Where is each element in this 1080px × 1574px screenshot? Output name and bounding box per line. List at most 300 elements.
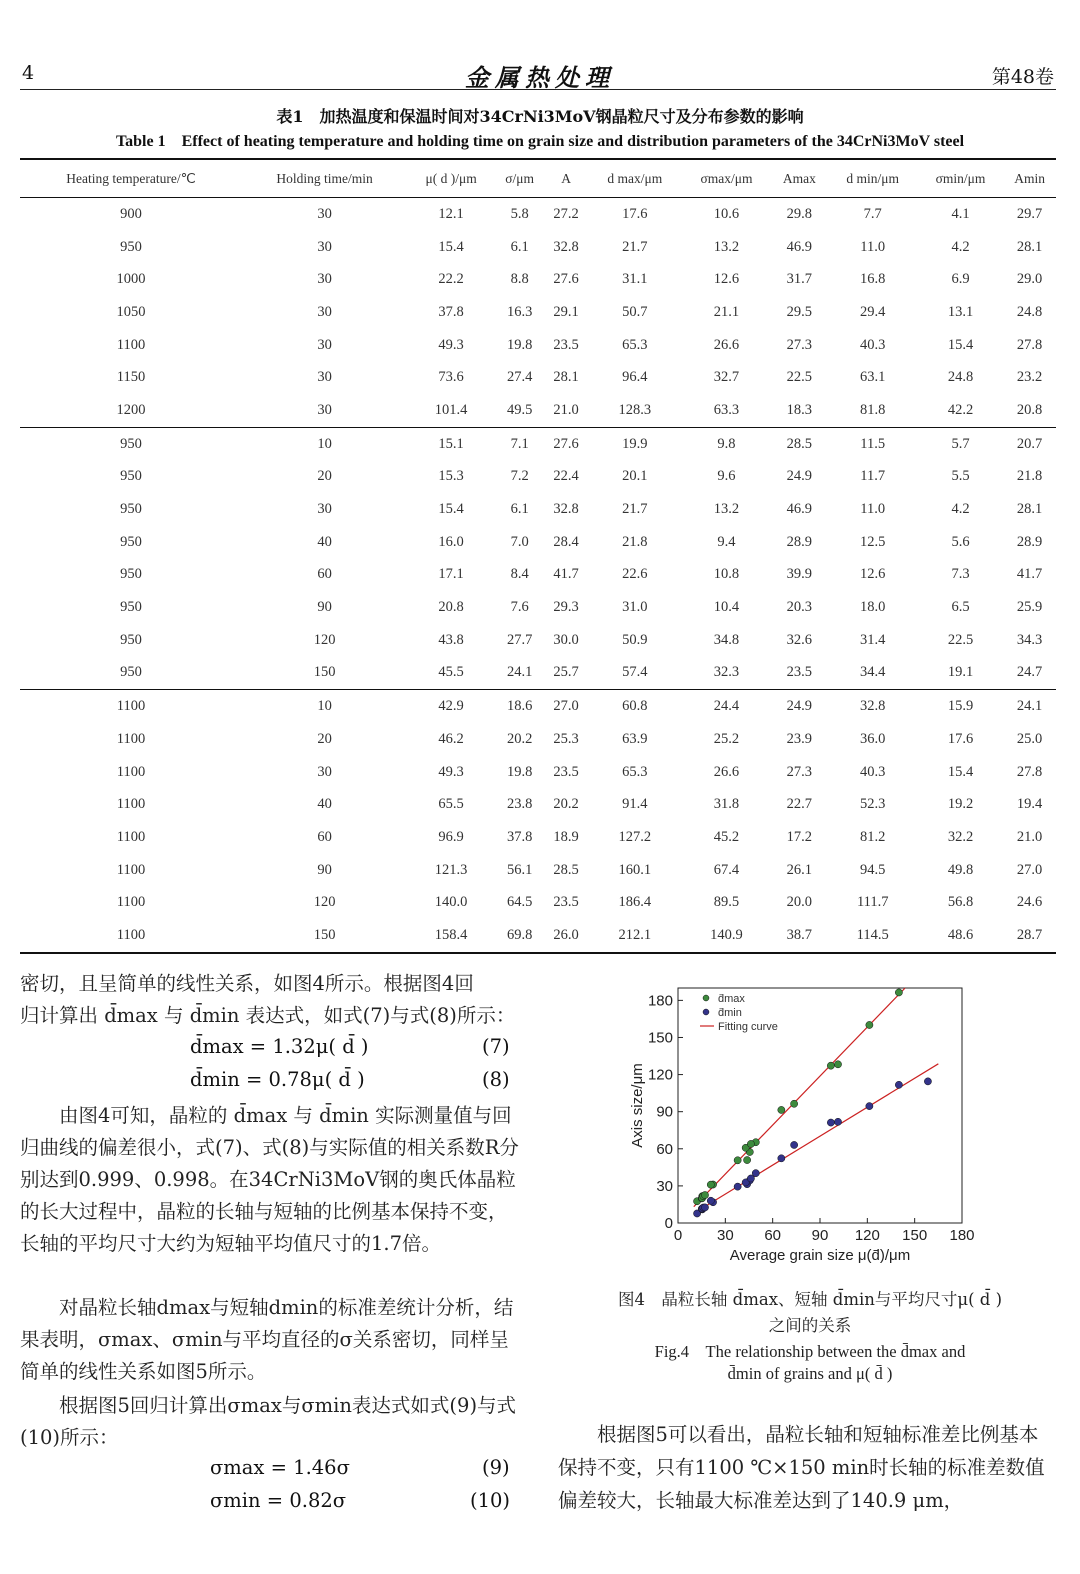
table-cell: 16.0 xyxy=(438,533,464,550)
column-header: σmax/μm xyxy=(682,159,771,198)
table-cell: 15.4 xyxy=(947,763,974,780)
table-cell: 26.6 xyxy=(713,763,740,780)
table-cell: 6.1 xyxy=(510,238,529,255)
table-cell: 6.5 xyxy=(951,599,970,616)
table-cell: 32.3 xyxy=(713,664,740,681)
table-row xyxy=(20,886,1056,919)
table-cell: 29.4 xyxy=(860,303,886,320)
table-cell: 19.8 xyxy=(506,763,533,780)
table-cell: 1000 xyxy=(116,271,146,288)
table-cell: 23.5 xyxy=(553,763,579,780)
table-cell: 1100 xyxy=(116,336,146,353)
data-point xyxy=(701,1191,708,1198)
paragraph-2: 由图4可知，晶粒的 d̄max 与 d̄min 实际测量值与回归曲线的偏差很小，式(7)、式(8)与实际值的相关系数R分别达到0.999、0.998。在34CrNi3MoV钢的奥氏体晶粒的长大过程中，晶粒的长轴与短轴的比例基本保持不变，长轴的平均尺寸大约为短轴平均值尺寸的1.7倍。 xyxy=(20,1104,519,1255)
table-cell: 64.5 xyxy=(506,894,533,911)
table-cell: 120 xyxy=(313,894,336,911)
table-cell: 15.4 xyxy=(947,336,974,353)
table-cell: 18.0 xyxy=(860,599,886,616)
table-cell: 1100 xyxy=(116,763,146,780)
table-cell: 21.1 xyxy=(713,303,740,320)
legend-label-fit: Fitting curve xyxy=(718,1021,778,1033)
data-point xyxy=(747,1140,754,1147)
table-cell: 32.6 xyxy=(786,631,813,648)
y-tick-label: 180 xyxy=(647,992,673,1010)
table-caption-cn: 表1 加热温度和保温时间对34CrNi3MoV钢晶粒尺寸及分布参数的影响 xyxy=(276,107,804,126)
figure-caption-cn-1: 图4 晶粒长轴 d̄max、短轴 d̄min与平均尺寸μ( d̄ ) xyxy=(617,1290,1003,1309)
table-cell: 1100 xyxy=(116,730,146,747)
table-cell: 28.1 xyxy=(1016,238,1043,255)
table-cell: 18.9 xyxy=(553,828,579,845)
data-point xyxy=(734,1157,741,1164)
data-point xyxy=(866,1103,873,1110)
table-cell: 15.3 xyxy=(438,468,464,485)
x-tick-label: 60 xyxy=(764,1227,782,1244)
table-cell: 29.5 xyxy=(786,303,813,320)
table-cell: 950 xyxy=(120,566,142,583)
table-cell: 22.6 xyxy=(622,566,648,583)
table-cell: 28.4 xyxy=(553,533,579,550)
table-row xyxy=(20,427,1056,460)
table-cell: 17.6 xyxy=(947,730,974,747)
table-cell: 57.4 xyxy=(622,664,648,681)
table-cell: 45.5 xyxy=(438,664,464,681)
table-cell: 30 xyxy=(317,501,332,518)
table-cell: 30 xyxy=(317,763,332,780)
data-table xyxy=(20,158,1056,954)
table-cell: 28.1 xyxy=(553,369,579,386)
table-cell: 32.8 xyxy=(553,238,579,255)
table-cell: 16.8 xyxy=(860,271,886,288)
x-tick-label: 30 xyxy=(716,1227,734,1244)
table-cell: 50.7 xyxy=(622,303,648,320)
table-cell: 1100 xyxy=(20,919,242,953)
table-cell: 43.8 xyxy=(438,631,464,648)
table-cell: 50.9 xyxy=(622,631,648,648)
table-cell: 27.3 xyxy=(786,336,813,353)
equation-7: d̄max = 1.32μ( d̄ ) xyxy=(190,1035,369,1058)
table-cell: 10.4 xyxy=(713,599,740,616)
table-cell: 7.0 xyxy=(510,533,529,550)
table-cell: 37.8 xyxy=(438,303,464,320)
table-cell: 63.3 xyxy=(713,401,740,418)
table-cell: 16.3 xyxy=(506,303,533,320)
legend-label-dmin: d̄min xyxy=(718,1007,742,1019)
figure-caption-en-2: d̄min of grains and μ( d̄ ) xyxy=(727,1364,893,1383)
table-cell: 18.6 xyxy=(495,690,544,723)
table-cell: 31.7 xyxy=(786,271,813,288)
table-cell: 1100 xyxy=(116,861,146,878)
table-cell: 41.7 xyxy=(553,566,579,583)
x-tick-label: 0 xyxy=(673,1227,683,1244)
y-tick-label: 30 xyxy=(656,1177,673,1195)
table-cell: 23.8 xyxy=(506,796,533,813)
table-cell: 128.3 xyxy=(618,401,652,418)
table-cell: 19.4 xyxy=(1016,796,1043,813)
table-cell: 24.8 xyxy=(1016,303,1043,320)
y-tick-label: 120 xyxy=(647,1066,673,1084)
table-cell: 1150 xyxy=(116,369,146,386)
table-cell: 17.2 xyxy=(786,828,813,845)
table-cell: 25.0 xyxy=(1016,730,1043,747)
table-cell: 140.0 xyxy=(434,894,468,911)
y-tick-label: 90 xyxy=(656,1103,673,1121)
table-cell: 65.5 xyxy=(438,796,464,813)
column-header: Amax xyxy=(771,159,828,198)
figure-caption-en-1: Fig.4 The relationship between the d̄max and xyxy=(654,1342,966,1361)
column-header: d max/μm xyxy=(588,159,682,198)
column-header: d min/μm xyxy=(828,159,918,198)
data-point xyxy=(827,1119,834,1126)
table-cell: 120 xyxy=(313,631,336,648)
legend-label-dmax: d̄max xyxy=(718,993,745,1005)
x-axis-label: Average grain size μ(d̄)/μm xyxy=(729,1247,911,1264)
data-point xyxy=(707,1197,714,1204)
data-point xyxy=(924,1078,931,1085)
table-cell: 114.5 xyxy=(828,919,918,953)
table-cell: 22.4 xyxy=(553,468,579,485)
table-cell: 24.4 xyxy=(682,690,771,723)
table-cell: 27.2 xyxy=(553,205,579,222)
table-cell: 21.0 xyxy=(1016,828,1043,845)
table-cell: 15.1 xyxy=(407,427,495,460)
table-cell: 89.5 xyxy=(713,894,740,911)
table-cell: 42.9 xyxy=(407,690,495,723)
data-point xyxy=(834,1118,841,1125)
table-cell: 158.4 xyxy=(407,919,495,953)
table-cell: 23.2 xyxy=(1016,369,1043,386)
paragraph-3: 对晶粒长轴dmax与短轴dmin的标准差统计分析，结果表明，σmax、σmin与平均直径的σ关系密切，同样呈简单的线性关系如图5所示。 xyxy=(20,1296,514,1383)
figure-4-chart xyxy=(620,980,975,1270)
table-cell: 25.3 xyxy=(553,730,579,747)
table-cell: 24.9 xyxy=(771,690,828,723)
table-cell: 22.5 xyxy=(786,369,813,386)
table-cell: 25.2 xyxy=(713,730,740,747)
x-tick-label: 90 xyxy=(811,1227,829,1244)
table-cell: 7.2 xyxy=(510,468,529,485)
table-cell: 23.5 xyxy=(553,336,579,353)
data-point xyxy=(744,1156,751,1163)
x-tick-label: 120 xyxy=(854,1227,880,1244)
table-cell: 31.8 xyxy=(713,796,740,813)
table-cell: 65.3 xyxy=(622,763,648,780)
table-cell: 24.7 xyxy=(1016,664,1043,681)
table-cell: 1100 xyxy=(116,894,146,911)
table-cell: 1100 xyxy=(116,828,146,845)
table-cell: 38.7 xyxy=(771,919,828,953)
table-cell: 950 xyxy=(120,238,142,255)
table-cell: 23.5 xyxy=(786,664,813,681)
table-cell: 11.5 xyxy=(828,427,918,460)
equation-7-number: (7) xyxy=(482,1035,510,1058)
table-cell: 20 xyxy=(317,468,332,485)
table-cell: 24.1 xyxy=(1003,690,1056,723)
y-tick-label: 150 xyxy=(647,1029,673,1047)
equation-8: d̄min = 0.78μ( d̄ ) xyxy=(190,1068,365,1091)
column-header: σmin/μm xyxy=(918,159,1003,198)
table-caption-en: Table 1 Effect of heating temperature and holding time on grain size and distribution parameters of the 34CrNi3MoV steel xyxy=(115,133,965,150)
table-cell: 63.1 xyxy=(860,369,886,386)
y-axis-label: Axis size/μm xyxy=(629,1063,646,1148)
table-cell: 60.8 xyxy=(588,690,682,723)
table-cell: 121.3 xyxy=(434,861,468,878)
table-row xyxy=(20,361,1056,394)
data-point xyxy=(895,1081,902,1088)
table-cell: 186.4 xyxy=(618,894,652,911)
table-cell: 21.8 xyxy=(1016,468,1043,485)
table-cell: 27.0 xyxy=(1016,861,1043,878)
table-cell: 12.1 xyxy=(438,205,464,222)
equation-8-number: (8) xyxy=(482,1068,510,1091)
table-row xyxy=(20,723,1056,756)
table-cell: 22.2 xyxy=(438,271,464,288)
table-cell: 10 xyxy=(242,427,407,460)
table-cell: 30 xyxy=(317,369,332,386)
table-cell: 15.9 xyxy=(918,690,1003,723)
table-cell: 90 xyxy=(317,599,332,616)
table-row xyxy=(20,493,1056,526)
table-cell: 950 xyxy=(120,468,142,485)
table-cell: 5.8 xyxy=(510,205,529,222)
table-header-row xyxy=(20,159,1056,198)
table-cell: 150 xyxy=(242,919,407,953)
table-cell: 101.4 xyxy=(434,401,468,418)
table-cell: 65.3 xyxy=(622,336,648,353)
equation-10: σmin = 0.82σ xyxy=(210,1489,347,1512)
legend-marker-dmax xyxy=(703,995,709,1001)
y-tick-label: 0 xyxy=(664,1215,673,1232)
table-cell: 30.0 xyxy=(553,631,579,648)
table-cell: 6.9 xyxy=(951,271,970,288)
table-cell: 12.5 xyxy=(860,533,886,550)
table-cell: 13.2 xyxy=(713,501,740,518)
paragraph-line: 密切，且呈简单的线性关系，如图4所示。根据图4回 xyxy=(20,972,474,995)
table-cell: 19.2 xyxy=(947,796,974,813)
data-point xyxy=(866,1021,873,1028)
table-cell: 6.1 xyxy=(510,501,529,518)
table-cell: 39.9 xyxy=(786,566,813,583)
table-cell: 27.6 xyxy=(544,427,588,460)
table-cell: 31.0 xyxy=(622,599,648,616)
paragraph-line: 归计算出 d̄max 与 d̄min 表达式，如式(7)与式(8)所示： xyxy=(20,1004,516,1027)
table-cell: 15.4 xyxy=(438,238,464,255)
table-cell: 28.1 xyxy=(1016,501,1043,518)
table-row xyxy=(20,756,1056,789)
table-cell: 27.6 xyxy=(553,271,579,288)
table-cell: 24.9 xyxy=(786,468,813,485)
page-number: 4 xyxy=(22,62,35,84)
table-cell: 42.2 xyxy=(947,401,974,418)
table-cell: 81.8 xyxy=(860,401,886,418)
table-cell: 29.3 xyxy=(553,599,579,616)
table-cell: 7.7 xyxy=(863,205,882,222)
table-cell: 21.0 xyxy=(553,401,579,418)
table-cell: 900 xyxy=(120,205,142,222)
table-body xyxy=(20,198,1056,953)
table-cell: 9.8 xyxy=(682,427,771,460)
table-cell: 20.1 xyxy=(622,468,648,485)
table-row xyxy=(20,854,1056,887)
table-cell: 20 xyxy=(317,730,332,747)
table-cell: 27.7 xyxy=(506,631,533,648)
table-cell: 41.7 xyxy=(1016,566,1043,583)
table-cell: 8.8 xyxy=(510,271,529,288)
table-cell: 34.3 xyxy=(1016,631,1043,648)
table-cell: 25.9 xyxy=(1016,599,1043,616)
table-cell: 29.7 xyxy=(1016,205,1043,222)
equation-9-number: (9) xyxy=(482,1456,510,1479)
column-header: σ/μm xyxy=(495,159,544,198)
data-point xyxy=(707,1181,714,1188)
table-row xyxy=(20,690,1056,723)
table-cell: 52.3 xyxy=(860,796,886,813)
table-cell: 27.0 xyxy=(544,690,588,723)
table-cell: 950 xyxy=(120,664,142,681)
table-cell: 9.4 xyxy=(717,533,736,550)
table-cell: 23.5 xyxy=(553,894,579,911)
table-cell: 4.2 xyxy=(951,501,970,518)
table-cell: 212.1 xyxy=(588,919,682,953)
legend-marker-dmin xyxy=(703,1009,709,1015)
table-cell: 28.7 xyxy=(1003,919,1056,953)
table-cell: 56.1 xyxy=(506,861,533,878)
table-cell: 20.0 xyxy=(786,894,813,911)
right-paragraph: 根据图5可以看出，晶粒长轴和短轴标准差比例基本保持不变，只有1100 ℃×150 min时长轴的标准差数值偏差较大，长轴最大标准差达到了140.9 μm， xyxy=(558,1423,1045,1512)
table-cell: 90 xyxy=(317,861,332,878)
table-cell: 150 xyxy=(313,664,336,681)
table-row xyxy=(20,526,1056,559)
table-cell: 5.6 xyxy=(951,533,970,550)
table-cell: 10.6 xyxy=(713,205,740,222)
table-cell: 34.4 xyxy=(860,664,886,681)
table-cell: 91.4 xyxy=(622,796,648,813)
table-row xyxy=(20,657,1056,690)
table-row xyxy=(20,559,1056,592)
table-cell: 19.9 xyxy=(588,427,682,460)
data-point xyxy=(834,1061,841,1068)
table-cell: 29.8 xyxy=(786,205,813,222)
data-point xyxy=(778,1106,785,1113)
table-cell: 26.1 xyxy=(786,861,813,878)
data-point xyxy=(791,1141,798,1148)
table-cell: 18.3 xyxy=(786,401,813,418)
table-cell: 11.0 xyxy=(860,238,886,255)
data-point xyxy=(778,1155,785,1162)
table-cell: 30 xyxy=(317,336,332,353)
table-row xyxy=(20,296,1056,329)
table-cell: 46.9 xyxy=(786,238,813,255)
table-cell: 21.7 xyxy=(622,501,648,518)
x-tick-label: 180 xyxy=(949,1227,975,1244)
table-row xyxy=(20,198,1056,231)
table-cell: 950 xyxy=(120,533,142,550)
table-cell: 23.9 xyxy=(786,730,813,747)
table-cell: 22.5 xyxy=(947,631,974,648)
table-cell: 30 xyxy=(317,205,332,222)
table-cell: 46.2 xyxy=(438,730,464,747)
journal-title: 金属热处理 xyxy=(465,63,615,92)
table-cell: 20.8 xyxy=(1016,401,1043,418)
table-cell: 950 xyxy=(120,599,142,616)
data-point xyxy=(747,1175,754,1182)
table-cell: 12.6 xyxy=(860,566,886,583)
column-header: μ( d )/μm xyxy=(407,159,495,198)
table-cell: 17.6 xyxy=(622,205,648,222)
table-cell: 49.3 xyxy=(438,336,464,353)
table-cell: 40.3 xyxy=(860,336,886,353)
table-cell: 30 xyxy=(317,303,332,320)
table-cell: 29.1 xyxy=(553,303,579,320)
left-column xyxy=(20,968,520,1032)
table-cell: 9.6 xyxy=(717,468,736,485)
table-cell: 28.5 xyxy=(553,861,579,878)
paragraph-4: 根据图5回归计算出σmax与σmin表达式如式(9)与式(10)所示： xyxy=(20,1394,517,1449)
table-row xyxy=(20,461,1056,494)
data-point xyxy=(701,1204,708,1211)
table-cell: 32.8 xyxy=(553,501,579,518)
table-cell: 17.1 xyxy=(438,566,464,583)
table-cell: 22.7 xyxy=(786,796,813,813)
table-cell: 73.6 xyxy=(438,369,464,386)
table-cell: 8.4 xyxy=(510,566,529,583)
table-cell: 69.8 xyxy=(495,919,544,953)
y-tick-label: 60 xyxy=(656,1140,673,1158)
data-point xyxy=(827,1062,834,1069)
table-cell: 950 xyxy=(120,631,142,648)
table-cell: 15.4 xyxy=(438,501,464,518)
table-row xyxy=(20,231,1056,264)
table-cell: 27.8 xyxy=(1016,763,1043,780)
table-cell: 4.2 xyxy=(951,238,970,255)
table-cell: 19.8 xyxy=(506,336,533,353)
table-cell: 5.5 xyxy=(951,468,970,485)
table-cell: 63.9 xyxy=(622,730,648,747)
table-cell: 19.1 xyxy=(947,664,974,681)
table-cell: 94.5 xyxy=(860,861,886,878)
table-cell: 950 xyxy=(120,501,142,518)
table-row xyxy=(20,624,1056,657)
data-point xyxy=(734,1183,741,1190)
table-cell: 40.3 xyxy=(860,763,886,780)
table-cell: 45.2 xyxy=(713,828,740,845)
equation-9: σmax = 1.46σ xyxy=(210,1456,350,1479)
table-row xyxy=(20,263,1056,296)
table-cell: 10 xyxy=(242,690,407,723)
column-header: Holding time/min xyxy=(242,159,407,198)
table-cell: 28.5 xyxy=(771,427,828,460)
table-row xyxy=(20,919,1056,953)
table-cell: 31.1 xyxy=(622,271,648,288)
table-cell: 7.1 xyxy=(495,427,544,460)
table-row xyxy=(20,329,1056,362)
table-cell: 1050 xyxy=(116,303,146,320)
table-cell: 140.9 xyxy=(682,919,771,953)
column-header: Amin xyxy=(1003,159,1056,198)
table-cell: 32.8 xyxy=(828,690,918,723)
table-cell: 24.1 xyxy=(506,664,533,681)
data-point xyxy=(895,989,902,996)
table-cell: 46.9 xyxy=(786,501,813,518)
table-cell: 49.3 xyxy=(438,763,464,780)
table-cell: 21.8 xyxy=(622,533,648,550)
table-cell: 26.0 xyxy=(544,919,588,953)
table-cell: 29.0 xyxy=(1016,271,1043,288)
table-cell: 81.2 xyxy=(860,828,886,845)
table-cell: 20.3 xyxy=(786,599,813,616)
table-cell: 11.7 xyxy=(860,468,886,485)
header-rule xyxy=(20,89,1056,90)
column-header: Heating temperature/℃ xyxy=(20,159,242,198)
table-cell: 20.8 xyxy=(438,599,464,616)
